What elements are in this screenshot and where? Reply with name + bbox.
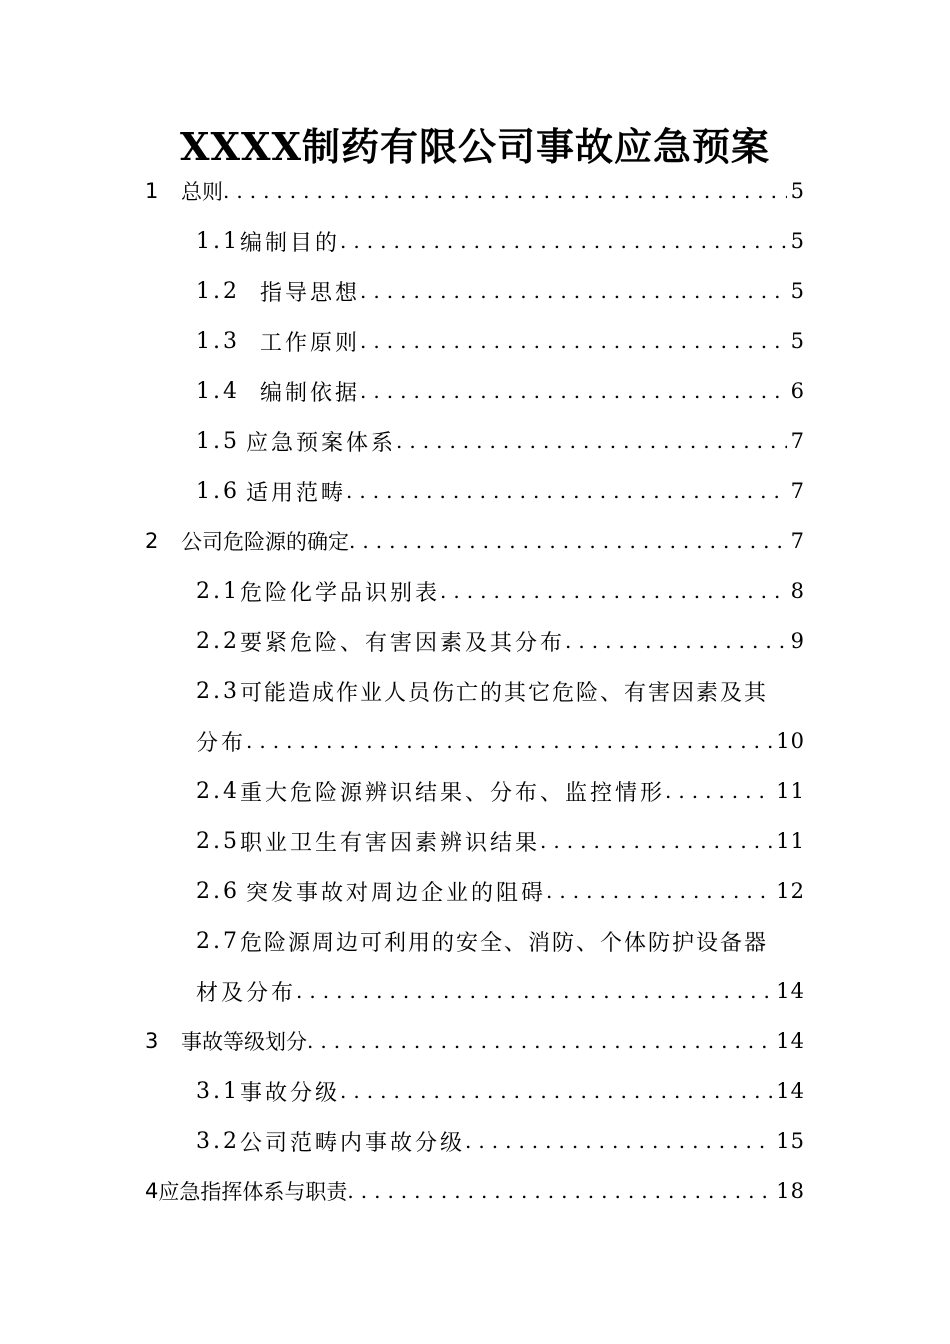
- toc-entry-page: 18: [776, 1179, 805, 1203]
- toc-entry-label: 危险化学品识别表: [240, 580, 441, 606]
- toc-entry[interactable]: [0, 566, 950, 616]
- toc-entry-number: 2: [145, 529, 159, 553]
- toc-entry[interactable]: [0, 816, 950, 866]
- toc-dot-leader: [360, 366, 787, 416]
- toc-entry-page: 11: [776, 829, 805, 853]
- toc-entry-page: 14: [776, 1079, 805, 1103]
- toc-entry-label: 总则: [181, 180, 223, 204]
- toc-dot-leader: [565, 616, 787, 666]
- toc-entry-number: 2.5: [196, 828, 240, 854]
- document-title: XXXX制药有限公司事故应急预案: [180, 124, 770, 169]
- toc-dot-leader: [340, 216, 787, 266]
- toc-dot-leader: [307, 1016, 772, 1066]
- toc-entry-label: 应急指挥体系与职责: [158, 1180, 348, 1204]
- toc-dot-leader: [340, 1066, 772, 1116]
- toc-entry-page: 5: [790, 279, 805, 303]
- toc-entry-number: 2.6: [196, 878, 240, 904]
- toc-dot-leader: [246, 716, 772, 766]
- toc-entry-page: 7: [790, 479, 805, 503]
- toc-entry[interactable]: [0, 516, 950, 566]
- toc-entry-number: 1.5: [196, 428, 240, 454]
- toc-entry[interactable]: [0, 1116, 950, 1166]
- toc-dot-leader: [223, 166, 787, 216]
- toc-entry-label: 公司危险源的确定: [181, 530, 349, 554]
- toc-dot-leader: [296, 966, 772, 1016]
- toc-entry-page: 5: [790, 329, 805, 353]
- toc-entry-page: 6: [790, 379, 805, 403]
- toc-entry-page: 15: [776, 1129, 805, 1153]
- toc-entry-number: 2.3: [196, 678, 240, 704]
- toc-entry-number: 3.1: [196, 1078, 240, 1104]
- toc-entry-label: 应急预案体系: [246, 430, 397, 456]
- toc-entry-number: 1.4: [196, 378, 240, 404]
- toc-entry-page: 5: [790, 179, 805, 203]
- toc-entry[interactable]: [0, 266, 950, 316]
- toc-entry-label-continued: 材及分布: [196, 980, 297, 1006]
- toc-entry[interactable]: [0, 166, 950, 216]
- toc-entry-label: 重大危险源辨识结果、分布、监控情形: [240, 780, 666, 806]
- toc-entry-page: 7: [790, 529, 805, 553]
- toc-entry[interactable]: [0, 416, 950, 466]
- toc-dot-leader: [465, 1116, 772, 1166]
- toc-entry-number: 3.2: [196, 1128, 240, 1154]
- toc-entry-page: 12: [776, 879, 805, 903]
- toc-entry[interactable]: [0, 1016, 950, 1066]
- toc-entry-number: 1.6: [196, 478, 240, 504]
- toc-entry[interactable]: [0, 666, 950, 716]
- toc-entry-label: 工作原则: [260, 330, 361, 356]
- toc-entry[interactable]: [0, 316, 950, 366]
- toc-entry-number: 1.2: [196, 278, 240, 304]
- toc-entry[interactable]: [0, 766, 950, 816]
- toc-dot-leader: [346, 466, 787, 516]
- toc-entry[interactable]: [0, 916, 950, 966]
- toc-entry[interactable]: [0, 1066, 950, 1116]
- toc-entry-number: 1.1: [196, 228, 240, 254]
- toc-entry-continuation[interactable]: [0, 966, 950, 1016]
- toc-dot-leader: [440, 566, 787, 616]
- toc-entry-page: 14: [776, 1029, 805, 1053]
- toc-dot-leader: [546, 866, 772, 916]
- toc-entry-page: 14: [776, 979, 805, 1003]
- toc-entry-label: 指导思想: [260, 280, 361, 306]
- toc-entry-label: 事故等级划分: [181, 1030, 307, 1054]
- toc-entry-label: 要紧危险、有害因素及其分布: [240, 630, 566, 656]
- toc-entry-label: 危险源周边可利用的安全、消防、个体防护设备器: [240, 930, 769, 956]
- toc-dot-leader: [360, 316, 787, 366]
- toc-dot-leader: [396, 416, 787, 466]
- toc-entry-page: 7: [790, 429, 805, 453]
- toc-entry-label: 事故分级: [240, 1080, 341, 1106]
- toc-entry-label: 适用范畴: [246, 480, 347, 506]
- toc-entry-page: 10: [776, 729, 805, 753]
- toc-dot-leader: [349, 516, 787, 566]
- toc-dot-leader: [665, 766, 772, 816]
- toc-entry-number: 2.7: [196, 928, 240, 954]
- toc-entry-page: 11: [776, 779, 805, 803]
- toc-entry[interactable]: [0, 866, 950, 916]
- toc-entry[interactable]: [0, 1166, 950, 1216]
- toc-entry[interactable]: [0, 466, 950, 516]
- toc-entry-label: 公司范畴内事故分级: [240, 1130, 466, 1156]
- toc-entry-number: 4: [145, 1179, 159, 1203]
- toc-entry-continuation[interactable]: [0, 716, 950, 766]
- toc-entry-number: 2.4: [196, 778, 240, 804]
- toc-entry[interactable]: [0, 366, 950, 416]
- toc-dot-leader: [540, 816, 772, 866]
- toc-entry-page: 5: [790, 229, 805, 253]
- toc-entry-number: 1.3: [196, 328, 240, 354]
- toc-entry-label: 编制依据: [260, 380, 361, 406]
- toc-entry-label: 突发事故对周边企业的阻碍: [246, 880, 547, 906]
- toc-entry-label: 编制目的: [240, 230, 341, 256]
- toc-entry-label-continued: 分布: [196, 730, 247, 756]
- toc-entry[interactable]: [0, 616, 950, 666]
- toc-entry-number: 2.1: [196, 578, 240, 604]
- toc-entry-number: 3: [145, 1029, 159, 1053]
- toc-entry-page: 9: [790, 629, 805, 653]
- toc-entry-number: 2.2: [196, 628, 240, 654]
- toc-entry-label: 可能造成作业人员伤亡的其它危险、有害因素及其: [240, 680, 769, 706]
- toc-entry-number: 1: [145, 179, 159, 203]
- toc-dot-leader: [347, 1166, 772, 1216]
- toc-entry-label: 职业卫生有害因素辨识结果: [240, 830, 541, 856]
- toc-entry-page: 8: [790, 579, 805, 603]
- toc-entry[interactable]: [0, 216, 950, 266]
- toc-dot-leader: [360, 266, 787, 316]
